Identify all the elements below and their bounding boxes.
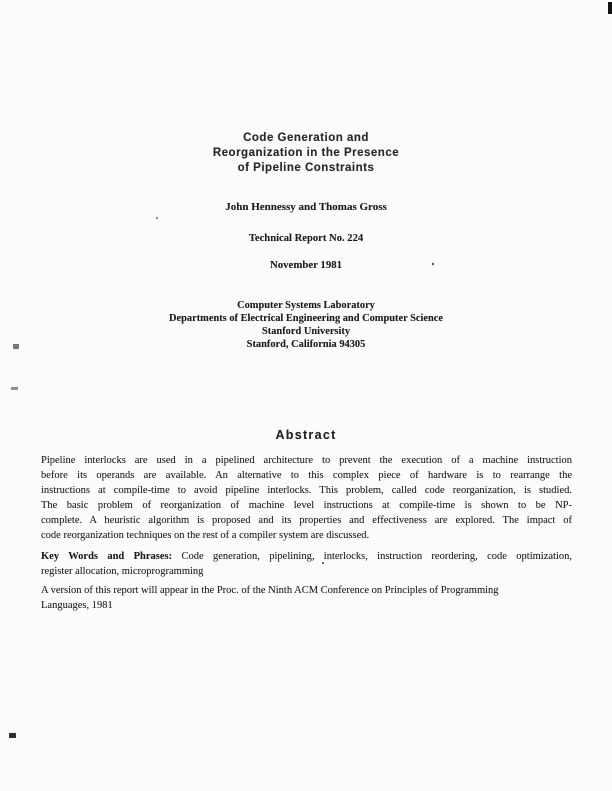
keywords-text: Code generation, pipelining, interlocks, instruction reordering, code optimization,: [172, 551, 572, 562]
report-title: [0, 131, 612, 175]
title-line: Reorganization in the Presence: [212, 146, 400, 159]
keywords-line: [41, 549, 572, 564]
affiliation-line: Stanford University: [261, 326, 351, 338]
abstract-line: The basic problem of reorganization of machine level instructions at compile-time is shown to be NP-: [41, 500, 572, 511]
abstract-line: instructions at compile-time to avoid pipeline interlocks. This problem, called code reorganization, is studied.: [41, 485, 572, 496]
affiliation-line: Departments of Electrical Engineering and Computer Science: [169, 313, 443, 325]
keywords-paragraph: [41, 549, 572, 579]
keywords-label: Key Words and Phrases:: [41, 551, 173, 562]
affiliation-line: Stanford, California 94305: [246, 339, 366, 351]
abstract-line: complete. A heuristic algorithm is proposed and its properties and effectiveness are explored. The impact of: [41, 515, 572, 526]
abstract-line: before its operands are available. An alternative to this complex piece of hardware is to rearrange the: [41, 470, 572, 481]
publication-note: [41, 583, 572, 613]
affiliation-block: [0, 299, 612, 351]
note-line: A version of this report will appear in the Proc. of the Ninth ACM Conference on Principles of Programming: [41, 585, 499, 596]
keywords-line: register allocation, microprogramming: [41, 566, 204, 577]
abstract-line: code reorganization techniques on the rest of a compiler system are discussed.: [41, 530, 370, 541]
affiliation-line: Computer Systems Laboratory: [237, 300, 375, 311]
abstract-paragraph: [41, 453, 572, 543]
abstract-line: Pipeline interlocks are used in a pipelined architecture to prevent the execution of a machine instruction: [41, 455, 572, 466]
title-line: Code Generation and: [243, 132, 369, 144]
scan-artifact: [608, 2, 612, 14]
scan-artifact: [11, 387, 18, 390]
scan-artifact: [156, 217, 158, 219]
abstract-heading: Abstract: [275, 428, 337, 442]
scan-artifact: [9, 733, 16, 738]
report-number: Technical Report No. 224: [248, 233, 364, 244]
title-line: of Pipeline Constraints: [237, 161, 375, 174]
report-date: November 1981: [269, 259, 343, 271]
authors-line: John Hennessy and Thomas Gross: [225, 201, 387, 213]
note-line: Languages, 1981: [41, 600, 113, 611]
